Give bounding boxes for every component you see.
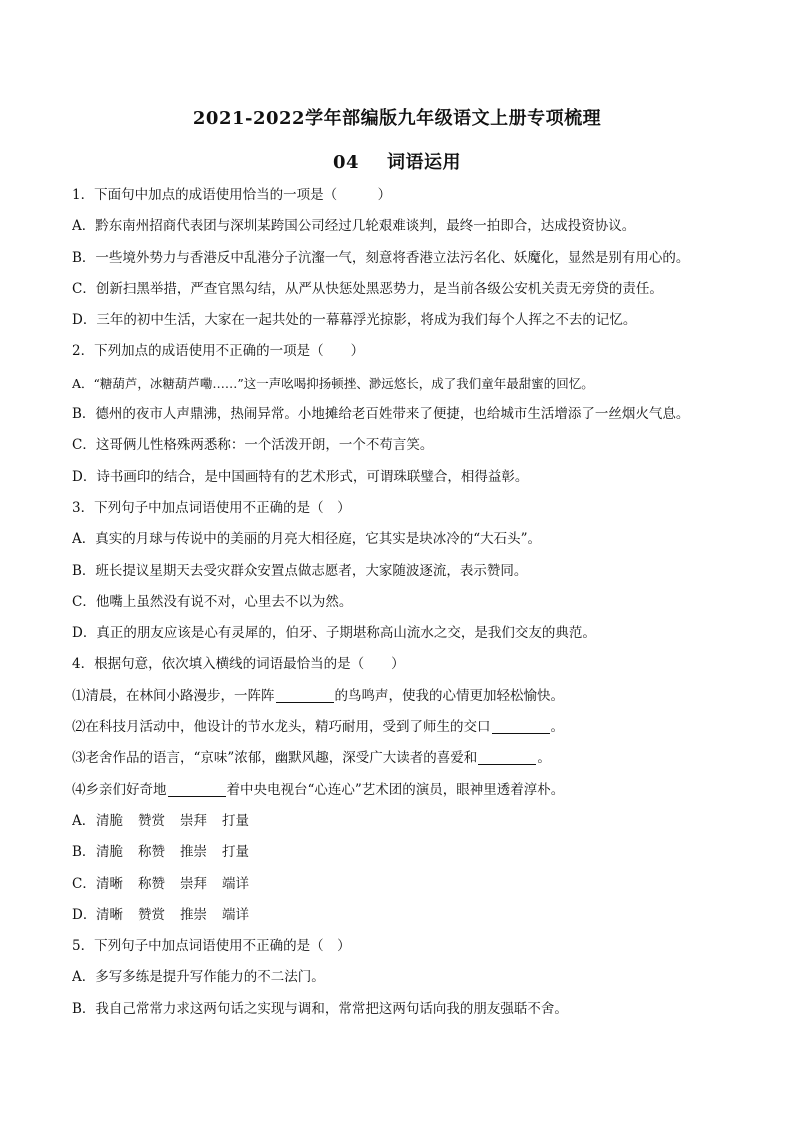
question-3-option-b: B．班长提议星期天去受灾群众安置点做志愿者，大家随波逐流，表示赞同。: [72, 562, 528, 579]
sentence-text: ⑵在科技月活动中，他设计的节水龙头，精巧耐用，受到了师生的交口: [72, 719, 491, 736]
option-word: 端详: [222, 906, 249, 923]
question-4-sentence-1: [72, 681, 724, 712]
fill-blank: [276, 688, 334, 703]
question-4-sentence-3: [72, 743, 724, 774]
section-number: 04: [332, 152, 360, 173]
question-4-sentence-2: [72, 712, 724, 743]
question-4-sentence-4: [72, 775, 724, 806]
question-4-stem: 4．根据句意，依次填入横线的词语最恰当的是（ ）: [72, 656, 405, 673]
option-word: 清晰: [96, 875, 123, 892]
question-4-option-c: [72, 869, 724, 900]
option-word: 赞赏: [138, 812, 165, 829]
option-word: 崇拜: [180, 875, 207, 892]
question-list: [72, 180, 724, 1025]
option-word: 打量: [222, 812, 249, 829]
question-2-option-a: A．“糖葫芦，冰糖葫芦嘞……”这一声吆喝抑扬顿挫、渺远悠长，成了我们童年最甜蜜的回忆。: [72, 375, 594, 391]
option-word: 清脆: [96, 844, 123, 861]
question-5-option-a: A．多写多练是提升写作能力的不二法门。: [72, 969, 325, 986]
section-heading: [0, 148, 794, 174]
option-word: 称赞: [138, 844, 165, 861]
sentence-text: 。: [550, 719, 564, 736]
question-2-option-c: C．这哥俩儿性格殊两悉称：一个活泼开朗，一个不苟言笑。: [72, 437, 434, 454]
option-word: 称赞: [138, 875, 165, 892]
option-word: 推崇: [180, 906, 207, 923]
document-title: 2021-2022学年部编版九年级语文上册专项梳理: [192, 108, 602, 129]
option-label: B．: [72, 844, 96, 861]
question-5-stem: 5．下列句子中加点词语使用不正确的是（ ）: [72, 938, 351, 955]
sentence-text: 。: [537, 750, 551, 767]
option-word: 打量: [222, 844, 249, 861]
question-1-option-a: A．黔东南州招商代表团与深圳某跨国公司经过几轮艰难谈判，最终一拍即合，达成投资协议。: [72, 218, 636, 235]
question-4-option-b: [72, 837, 724, 868]
option-word: 端详: [222, 875, 249, 892]
sentence-text: ⑷乡亲们好奇地: [72, 781, 167, 798]
question-2-option-b: B．德州的夜市人声鼎沸，热闹异常。小地摊给老百姓带来了便捷，也给城市生活增添了一丝烟火气息。: [72, 406, 690, 423]
fill-blank: [492, 719, 550, 734]
question-1-option-c: C．创新扫黑举措，严查官黑勾结，从严从快惩处黑恶势力，是当前各级公安机关责无旁贷的责任。: [72, 280, 663, 297]
question-4-option-a: [72, 806, 724, 837]
question-2-stem: 2．下列加点的成语使用不正确的一项是（ ）: [72, 343, 365, 360]
option-word: 清脆: [96, 812, 123, 829]
fill-blank: [478, 750, 536, 765]
question-1-option-b: B．一些境外势力与香港反中乱港分子沆瀣一气，刻意将香港立法污名化、妖魔化，显然是别有用心的。: [72, 249, 690, 266]
sentence-text: 着中央电视台“心连心”艺术团的演员，眼神里透着淳朴。: [226, 781, 565, 798]
sentence-text: 的鸟鸣声，使我的心情更加轻松愉快。: [334, 687, 564, 704]
question-4-option-d: [72, 900, 724, 931]
sentence-text: ⑶老舍作品的语言，“京味”浓郁，幽默风趣，深受广大读者的喜爱和: [72, 750, 478, 767]
option-label: A．: [72, 812, 96, 829]
option-label: D．: [72, 906, 97, 923]
option-word: 赞赏: [138, 906, 165, 923]
question-3-option-c: C．他嘴上虽然没有说不对，心里去不以为然。: [72, 593, 353, 610]
section-title: 词语运用: [387, 152, 462, 173]
option-word: 崇拜: [180, 812, 207, 829]
question-3-option-d: D．真正的朋友应该是心有灵犀的，伯牙、子期堪称高山流水之交，是我们交友的典范。: [72, 625, 596, 642]
question-5-option-b: B．我自己常常力求这两句话之实现与调和，常常把这两句话向我的朋友强聒不舍。: [72, 1000, 568, 1017]
question-2-option-d: D．诗书画印的结合，是中国画特有的艺术形式，可谓珠联璧合，相得益彰。: [72, 468, 529, 485]
sentence-text: ⑴清晨，在林间小路漫步，一阵阵: [72, 687, 275, 704]
fill-blank: [168, 782, 226, 797]
option-word: 清晰: [96, 906, 123, 923]
option-word: 推崇: [180, 844, 207, 861]
option-label: C．: [72, 875, 96, 892]
question-3-option-a: A．真实的月球与传说中的美丽的月亮大相径庭，它其实是块冰冷的“大石头”。: [72, 531, 542, 548]
question-1-option-d: D．三年的初中生活，大家在一起共处的一幕幕浮光掠影，将成为我们每个人挥之不去的记忆。: [72, 312, 637, 329]
question-3-stem: 3．下列句子中加点词语使用不正确的是（ ）: [72, 499, 351, 516]
question-1-stem: 1．下面句中加点的成语使用恰当的一项是（ ）: [72, 187, 392, 203]
